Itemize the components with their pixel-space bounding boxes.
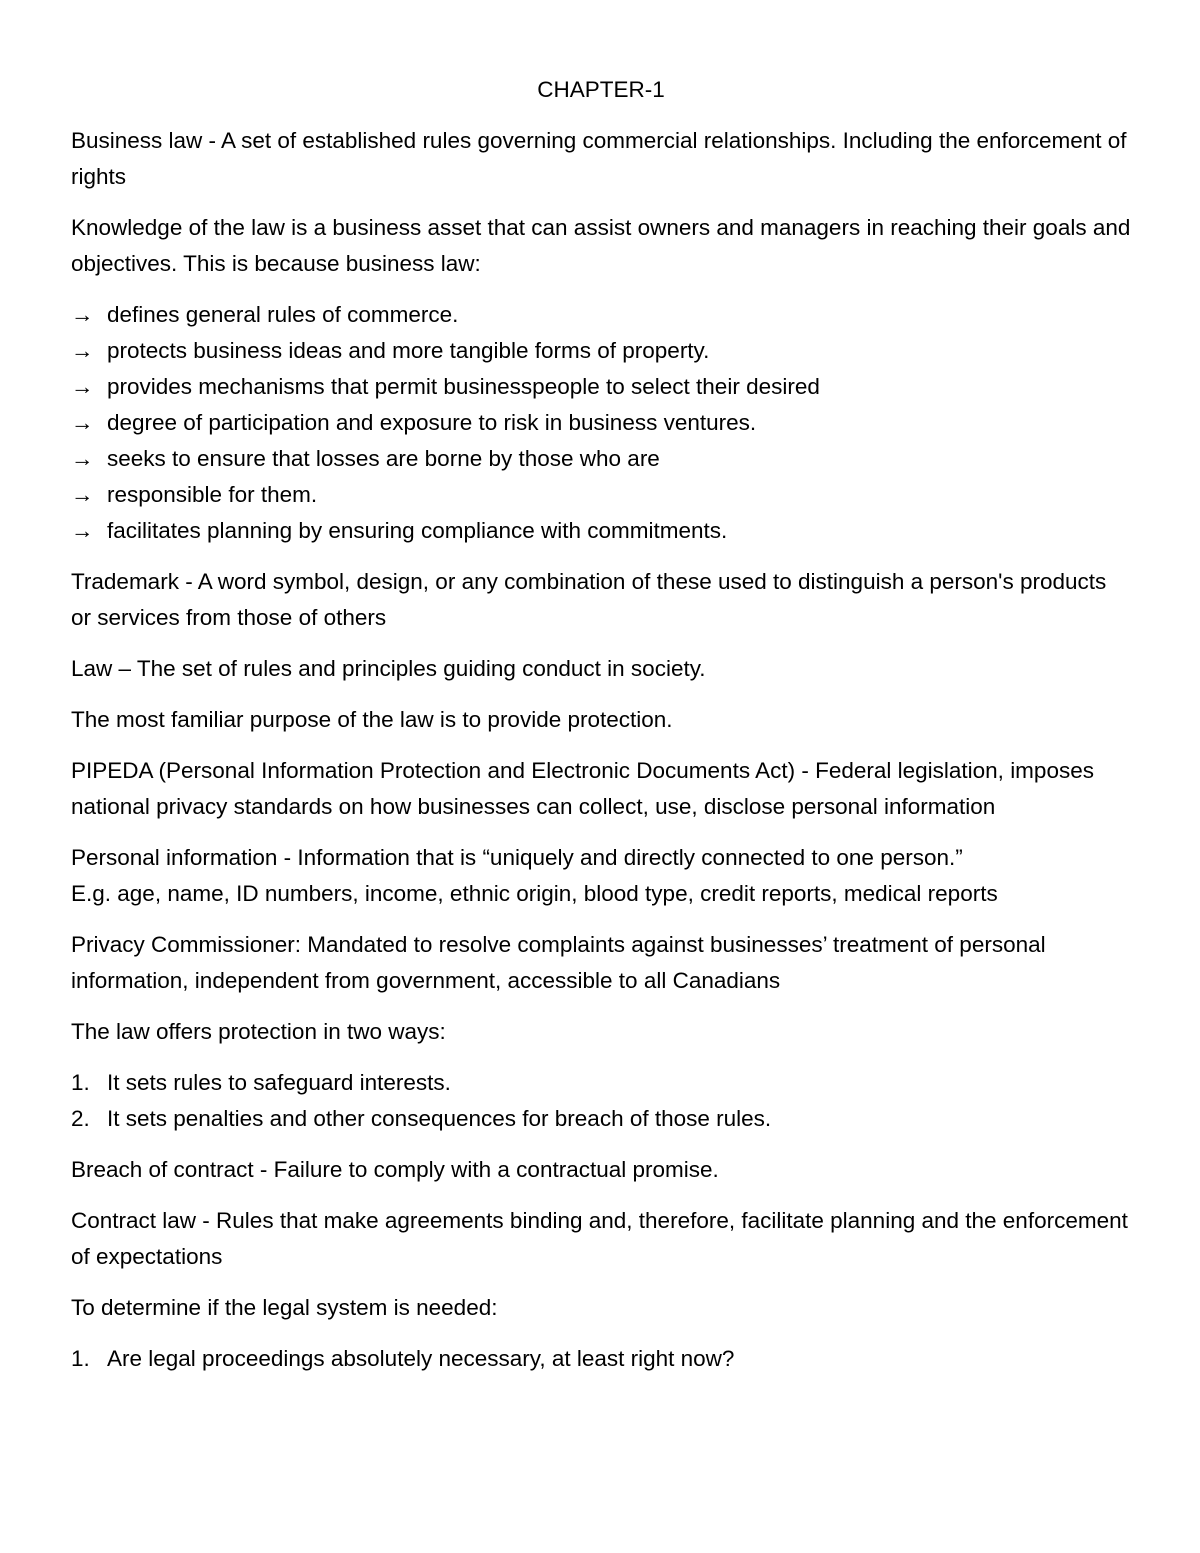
business-law-functions-list [71,297,1131,549]
list-item [71,441,1131,477]
list-item-text: It sets rules to safeguard interests. [107,1070,451,1095]
list-item [71,513,1131,549]
list-item-text: degree of participation and exposure to risk in business ventures. [107,410,757,435]
personal-information-line-1: Personal information - Information that is “uniquely and directly connected to one person.” [71,845,963,870]
business-law-definition: Business law - A set of established rules governing commercial relationships. Including the enforcement of rights [71,128,1127,189]
list-number: 1. [71,1346,90,1371]
legal-system-questions-list [71,1341,1131,1377]
list-item-text: facilitates planning by ensuring compliance with commitments. [107,518,728,543]
list-number: 1. [71,1070,90,1095]
protection-ways-list [71,1065,1131,1137]
list-item-text: It sets penalties and other consequences for breach of those rules. [107,1106,772,1131]
list-item [71,1101,1131,1137]
law-purpose-paragraph: The most familiar purpose of the law is to provide protection. [71,707,673,732]
list-item [71,1065,1131,1101]
personal-information-examples: E.g. age, name, ID numbers, income, ethnic origin, blood type, credit reports, medical reports [71,881,998,906]
protection-ways-intro: The law offers protection in two ways: [71,1019,446,1044]
chapter-title: CHAPTER-1 [537,77,665,102]
list-item-text: protects business ideas and more tangible forms of property. [107,338,710,363]
contract-law-definition: Contract law - Rules that make agreements binding and, therefore, facilitate planning and the enforcement of expectations [71,1208,1128,1269]
list-item-text: provides mechanisms that permit businesspeople to select their desired [107,374,820,399]
list-item [71,405,1131,441]
right-arrow-icon: → [71,482,94,507]
law-definition: Law – The set of rules and principles guiding conduct in society. [71,656,706,681]
list-item-text: Are legal proceedings absolutely necessary, at least right now? [107,1346,735,1371]
list-item-text: responsible for them. [107,482,318,507]
list-item [71,1341,1131,1377]
list-item-text: defines general rules of commerce. [107,302,459,327]
pipeda-definition: PIPEDA (Personal Information Protection and Electronic Documents Act) - Federal legislation, imposes national privacy standards on how businesses can collect, use, disclose personal information [71,758,1094,819]
right-arrow-icon: → [71,410,94,435]
legal-system-question-intro: To determine if the legal system is needed: [71,1295,498,1320]
list-item [71,333,1131,369]
list-item [71,477,1131,513]
right-arrow-icon: → [71,338,94,363]
right-arrow-icon: → [71,302,94,327]
privacy-commissioner-definition: Privacy Commissioner: Mandated to resolve complaints against businesses’ treatment of personal information, independent from government, accessible to all Canadians [71,932,1046,993]
right-arrow-icon: → [71,446,94,471]
list-item [71,369,1131,405]
list-item-text: seeks to ensure that losses are borne by those who are [107,446,660,471]
right-arrow-icon: → [71,518,94,543]
document-page [71,72,1131,1392]
personal-information-definition [71,840,1131,912]
list-number: 2. [71,1106,90,1131]
list-item [71,297,1131,333]
knowledge-paragraph: Knowledge of the law is a business asset that can assist owners and managers in reaching their goals and objectives. This is because business law: [71,215,1131,276]
trademark-definition: Trademark - A word symbol, design, or any combination of these used to distinguish a person's products or services from those of others [71,569,1107,630]
right-arrow-icon: → [71,374,94,399]
breach-of-contract-definition: Breach of contract - Failure to comply with a contractual promise. [71,1157,719,1182]
